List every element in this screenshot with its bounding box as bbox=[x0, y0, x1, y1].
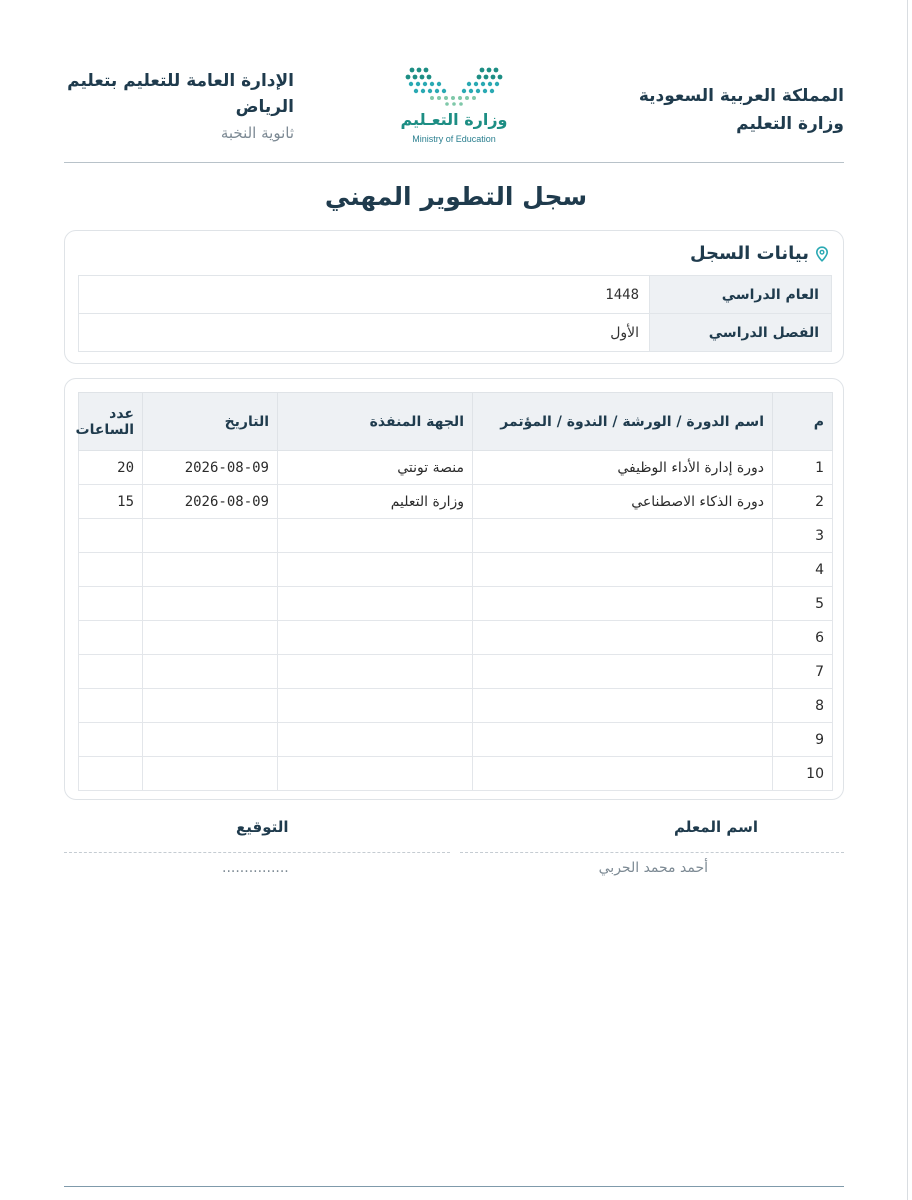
course-hours bbox=[79, 723, 143, 757]
academic-year-value: 1448 bbox=[79, 276, 650, 314]
record-info-card bbox=[64, 230, 844, 364]
location-pin-icon bbox=[815, 246, 829, 262]
ministry-name: وزارة التعليم bbox=[736, 114, 844, 134]
table-row bbox=[79, 723, 833, 757]
record-info-table bbox=[78, 275, 832, 352]
row-index: 4 bbox=[773, 553, 833, 587]
teacher-name-label: اسم المعلم bbox=[673, 818, 758, 836]
footer-divider bbox=[64, 1186, 844, 1187]
table-row bbox=[79, 451, 833, 485]
ministry-logo bbox=[398, 66, 510, 150]
document-header bbox=[64, 62, 844, 162]
course-date bbox=[143, 519, 278, 553]
col-header-hours: عدد الساعات bbox=[79, 393, 143, 451]
course-name: دورة الذكاء الاصطناعي bbox=[473, 485, 773, 519]
course-name: دورة إدارة الأداء الوظيفي bbox=[473, 451, 773, 485]
table-row bbox=[79, 587, 833, 621]
course-name bbox=[473, 587, 773, 621]
table-row bbox=[79, 553, 833, 587]
course-name bbox=[473, 621, 773, 655]
course-hours: 20 bbox=[79, 451, 143, 485]
course-date bbox=[143, 757, 278, 791]
course-name bbox=[473, 655, 773, 689]
region-name: الرياض bbox=[235, 97, 294, 117]
organizer bbox=[278, 723, 473, 757]
course-date bbox=[143, 587, 278, 621]
info-row bbox=[79, 276, 832, 314]
academic-year-label: العام الدراسي bbox=[650, 276, 832, 314]
course-hours bbox=[79, 587, 143, 621]
page-title: سجل التطوير المهني bbox=[324, 182, 588, 211]
course-date bbox=[143, 655, 278, 689]
organizer: وزارة التعليم bbox=[278, 485, 473, 519]
table-header-row bbox=[79, 393, 833, 451]
course-date bbox=[143, 621, 278, 655]
course-date: 2026-08-09 bbox=[143, 451, 278, 485]
col-header-organizer: الجهة المنفذة bbox=[278, 393, 473, 451]
row-index: 5 bbox=[773, 587, 833, 621]
course-name bbox=[473, 689, 773, 723]
directorate-block bbox=[64, 68, 294, 146]
kingdom-block bbox=[639, 82, 844, 138]
course-date bbox=[143, 689, 278, 723]
course-hours bbox=[79, 519, 143, 553]
teacher-name-line bbox=[460, 852, 844, 853]
course-date: 2026-08-09 bbox=[143, 485, 278, 519]
table-row bbox=[79, 757, 833, 791]
header-divider bbox=[64, 162, 844, 163]
row-index: 1 bbox=[773, 451, 833, 485]
organizer: منصة تونتي bbox=[278, 451, 473, 485]
course-name bbox=[473, 723, 773, 757]
courses-card bbox=[64, 378, 844, 800]
row-index: 8 bbox=[773, 689, 833, 723]
course-hours bbox=[79, 655, 143, 689]
col-header-index: م bbox=[773, 393, 833, 451]
signature-label: التوقيع bbox=[236, 818, 289, 836]
course-hours bbox=[79, 621, 143, 655]
table-row bbox=[79, 485, 833, 519]
record-info-title: بيانات السجل bbox=[689, 243, 809, 264]
col-header-course: اسم الدورة / الورشة / الندوة / المؤتمر bbox=[473, 393, 773, 451]
logo-arabic-text: وزارة التعـليم bbox=[400, 110, 508, 129]
organizer bbox=[278, 519, 473, 553]
info-row bbox=[79, 314, 832, 352]
row-index: 10 bbox=[773, 757, 833, 791]
semester-value: الأول bbox=[79, 314, 650, 352]
semester-label: الفصل الدراسي bbox=[650, 314, 832, 352]
signature-value: ............... bbox=[222, 860, 289, 876]
course-date bbox=[143, 723, 278, 757]
kingdom-name: المملكة العربية السعودية bbox=[638, 86, 844, 106]
row-index: 7 bbox=[773, 655, 833, 689]
page-edge bbox=[907, 0, 908, 1200]
course-name bbox=[473, 553, 773, 587]
row-index: 2 bbox=[773, 485, 833, 519]
row-index: 6 bbox=[773, 621, 833, 655]
row-index: 3 bbox=[773, 519, 833, 553]
organizer bbox=[278, 553, 473, 587]
course-date bbox=[143, 553, 278, 587]
organizer bbox=[278, 689, 473, 723]
signature-line bbox=[64, 852, 450, 853]
course-hours bbox=[79, 757, 143, 791]
logo-english-text: Ministry of Education bbox=[412, 134, 496, 144]
course-hours bbox=[79, 553, 143, 587]
table-row bbox=[79, 621, 833, 655]
row-index: 9 bbox=[773, 723, 833, 757]
record-info-heading bbox=[690, 243, 829, 264]
school-name: ثانوية النخبة bbox=[220, 124, 294, 142]
course-name bbox=[473, 757, 773, 791]
table-row bbox=[79, 519, 833, 553]
courses-body bbox=[79, 451, 833, 791]
organizer bbox=[278, 655, 473, 689]
col-header-date: التاريخ bbox=[143, 393, 278, 451]
table-row bbox=[79, 689, 833, 723]
course-name bbox=[473, 519, 773, 553]
course-hours: 15 bbox=[79, 485, 143, 519]
courses-table bbox=[75, 392, 833, 791]
course-hours bbox=[79, 689, 143, 723]
organizer bbox=[278, 757, 473, 791]
logo-dots-icon bbox=[402, 66, 506, 106]
organizer bbox=[278, 621, 473, 655]
teacher-name-value: أحمد محمد الحربي bbox=[598, 860, 708, 876]
table-row bbox=[79, 655, 833, 689]
organizer bbox=[278, 587, 473, 621]
directorate-name: الإدارة العامة للتعليم بتعليم bbox=[67, 71, 294, 91]
